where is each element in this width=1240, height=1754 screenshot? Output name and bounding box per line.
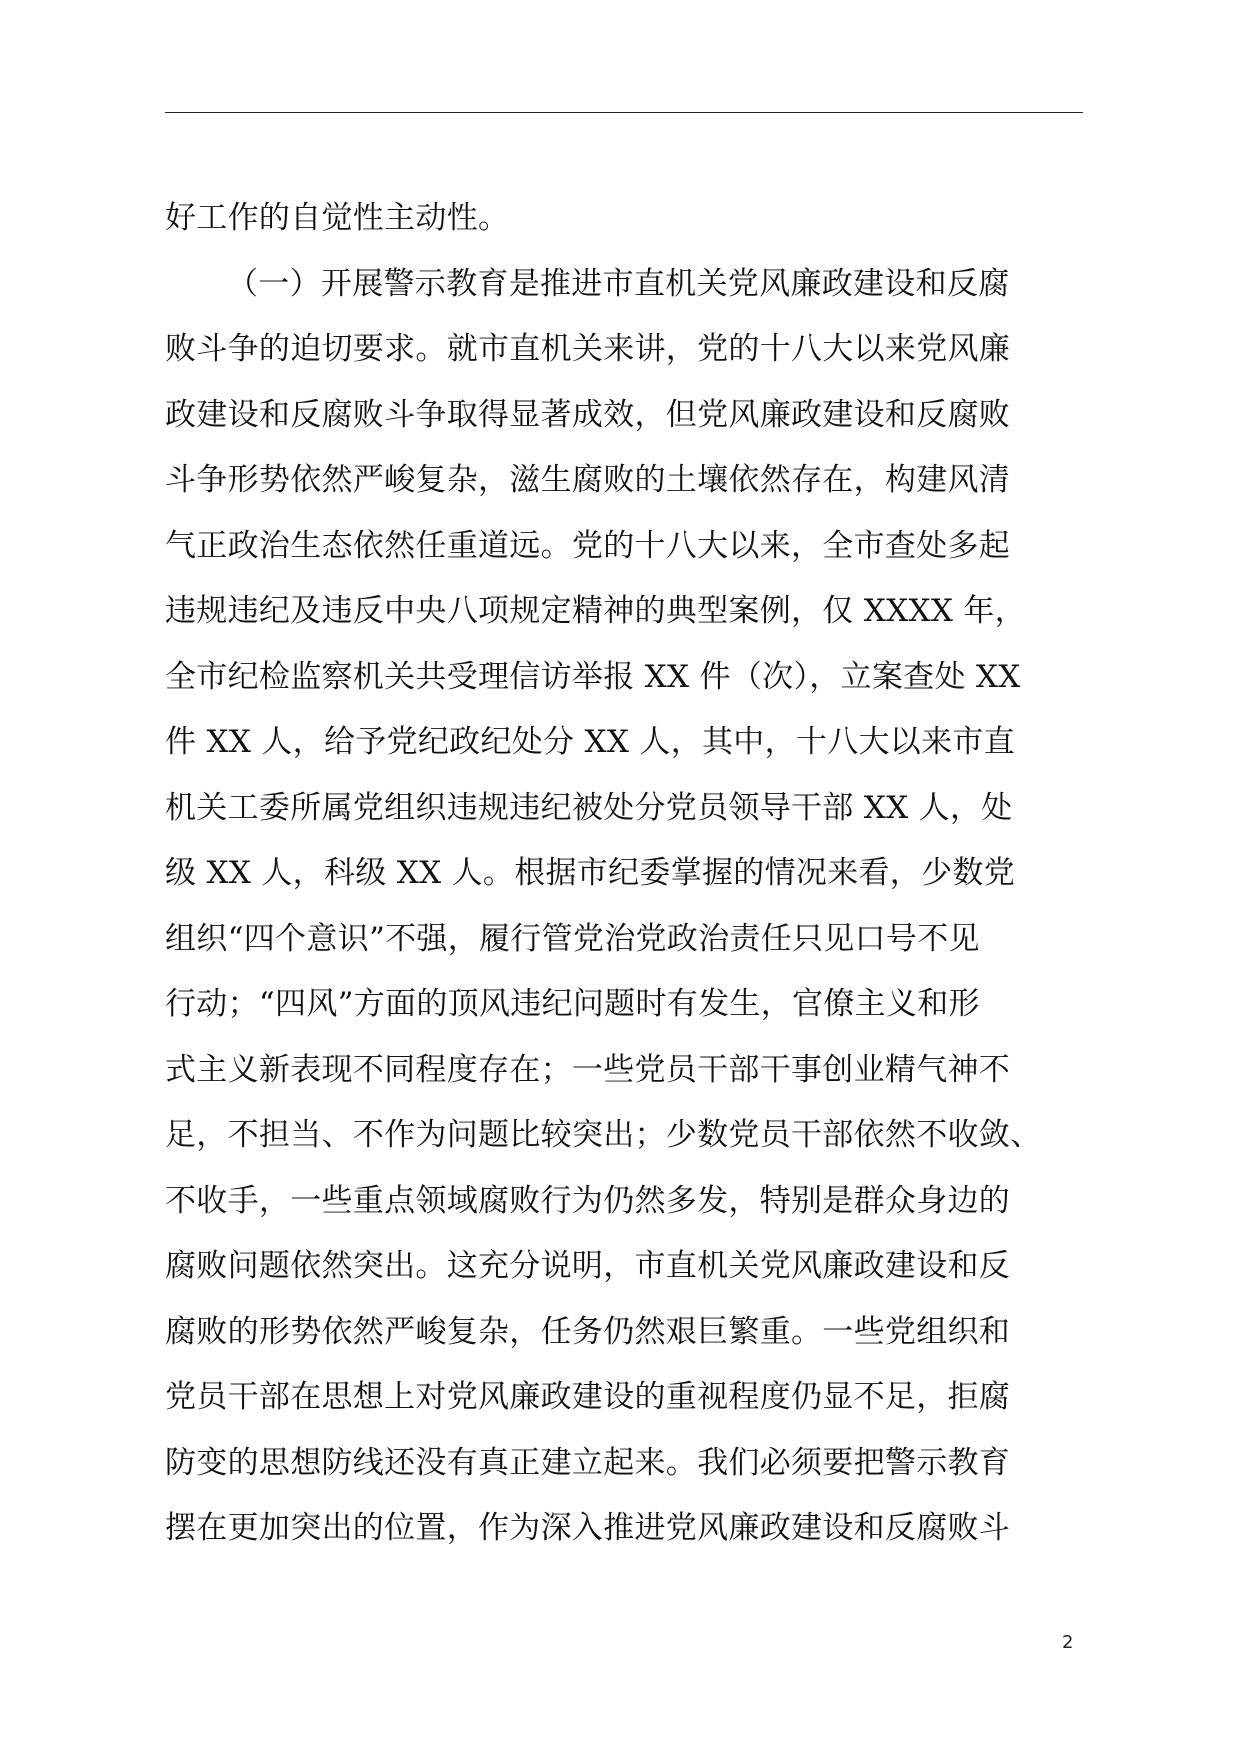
- text-line: 摆在更加突出的位置，作为深入推进党风廉政建设和反腐败斗: [165, 1510, 1011, 1546]
- text-line: 败斗争的迫切要求。就市直机关来讲，党的十八大以来党风廉: [165, 331, 1011, 367]
- text-line: 好工作的自觉性主动性。: [165, 200, 510, 236]
- text-line: 气正政治生态依然任重道远。党的十八大以来，全市查处多起: [165, 527, 1011, 564]
- text-line: 机关工委所属党组织违规违纪被处分党员领导干部 XX 人，处: [165, 789, 1013, 826]
- text-line: 腐败的形势依然严峻复杂，任务仍然艰巨繁重。一些党组织和: [165, 1313, 1011, 1350]
- text-line: 斗争形势依然严峻复杂，滋生腐败的土壤依然存在，构建风清: [165, 462, 1011, 498]
- page-number: 2: [1062, 1632, 1074, 1653]
- text-line: 全市纪检监察机关共受理信访举报 XX 件（次），立案查处 XX: [165, 658, 1021, 695]
- text-line: 级 XX 人，科级 XX 人。根据市纪委掌握的情况来看，少数党: [165, 855, 1015, 891]
- text-line: 违规违纪及违反中央八项规定精神的典型案例，仅 XXXX 年，: [165, 593, 1026, 629]
- text-line: 组织“四个意识”不强，履行管党治党政治责任只见口号不见: [165, 920, 980, 957]
- text-line: 式主义新表现不同程度存在；一些党员干部干事创业精气神不: [165, 1051, 1011, 1088]
- text-line: 腐败问题依然突出。这充分说明，市直机关党风廉政建设和反: [165, 1248, 1011, 1284]
- text-line: 足，不担当、不作为问题比较突出；少数党员干部依然不收敛、: [165, 1117, 1042, 1153]
- text-line: 件 XX 人，给予党纪政纪处分 XX 人，其中，十八大以来市直: [165, 724, 1015, 760]
- text-line: 防变的思想防线还没有真正建立起来。我们必须要把警示教育: [165, 1444, 1011, 1481]
- document-body: [165, 186, 1083, 1562]
- text-line: 行动；“四风”方面的顶风违纪问题时有发生，官僚主义和形: [165, 986, 980, 1022]
- text-line: 不收手，一些重点领域腐败行为仍然多发，特别是群众身边的: [165, 1182, 1011, 1219]
- header-rule: [165, 112, 1083, 113]
- text-line: 党员干部在思想上对党风廉政建设的重视程度仍显不足，拒腐: [165, 1379, 1011, 1415]
- text-line: 政建设和反腐败斗争取得显著成效，但党风廉政建设和反腐败: [165, 396, 1011, 433]
- text-line: （一）开展警示教育是推进市直机关党风廉政建设和反腐: [227, 265, 1010, 302]
